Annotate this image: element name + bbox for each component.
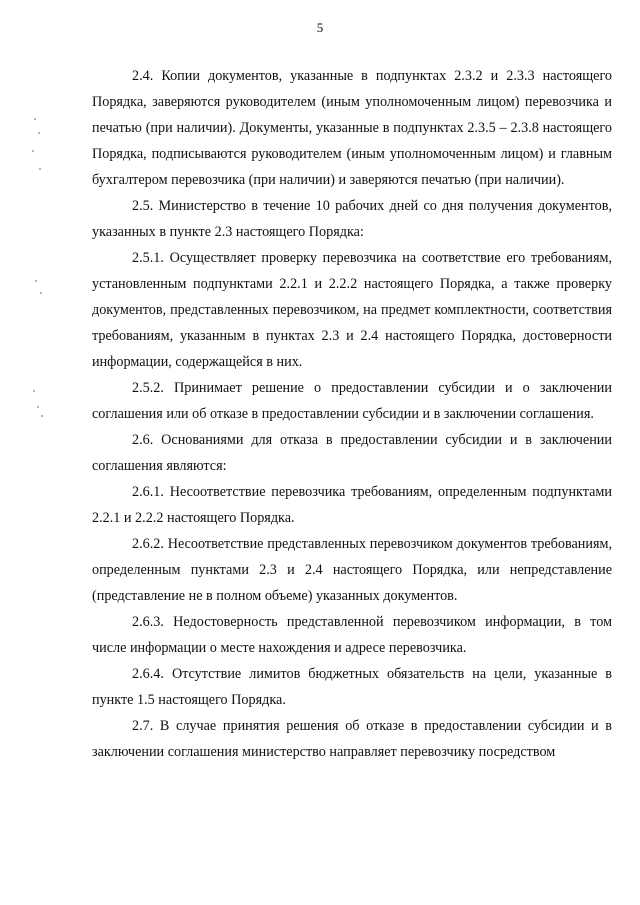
page-number: 5: [316, 20, 324, 35]
scan-artifacts: [30, 110, 44, 430]
paragraph-2-6-1: 2.6.1. Несоответствие перевозчика требованиям, определенным подпунктами 2.2.1 и 2.2.2 настоящего Порядка.: [92, 484, 612, 526]
paragraph-2-5: 2.5. Министерство в течение 10 рабочих дней со дня получения документов, указанных в пункте 2.3 настоящего Порядка:: [92, 198, 612, 240]
paragraph-2-6-2: 2.6.2. Несоответствие представленных перевозчиком документов требованиям, определенным пунктами 2.3 и 2.4 настоящего Порядка, или непредставление (представление не в полном объеме) указанных документов.: [92, 536, 612, 604]
paragraph-2-5-2: 2.5.2. Принимает решение о предоставлении субсидии и о заключении соглашения или об отказе в предоставлении субсидии и в заключении соглашения.: [92, 380, 612, 422]
document-body: [92, 63, 612, 765]
paragraph-2-4: 2.4. Копии документов, указанные в подпунктах 2.3.2 и 2.3.3 настоящего Порядка, заверяются руководителем (иным уполномоченным лицом) перевозчика и печатью (при наличии). Документы, указанные в подпунктах 2.3.5 – 2.3.8 настоящего Порядка, подписываются руководителем (иным уполномоченным лицом) и главным бухгалтером перевозчика (при наличии) и заверяются печатью (при наличии).: [92, 68, 612, 188]
paragraph-2-7: 2.7. В случае принятия решения об отказе в предоставлении субсидии и в заключении соглашения министерство направляет перевозчику посредством: [92, 718, 612, 760]
paragraph-2-6-3: 2.6.3. Недостоверность представленной перевозчиком информации, в том числе информации о месте нахождения и адресе перевозчика.: [92, 614, 612, 656]
paragraph-2-6-4: 2.6.4. Отсутствие лимитов бюджетных обязательств на цели, указанные в пункте 1.5 настоящего Порядка.: [92, 666, 612, 708]
paragraph-2-5-1: 2.5.1. Осуществляет проверку перевозчика на соответствие его требованиям, установленным подпунктами 2.2.1 и 2.2.2 настоящего Порядка, а также проверку документов, представленных перевозчиком, на предмет комплектности, соответствия требованиям, указанным в пунктах 2.3 и 2.4 настоящего Порядка, достоверности информации, содержащейся в них.: [92, 250, 612, 370]
paragraph-2-6: 2.6. Основаниями для отказа в предоставлении субсидии и в заключении соглашения являются:: [92, 432, 612, 474]
